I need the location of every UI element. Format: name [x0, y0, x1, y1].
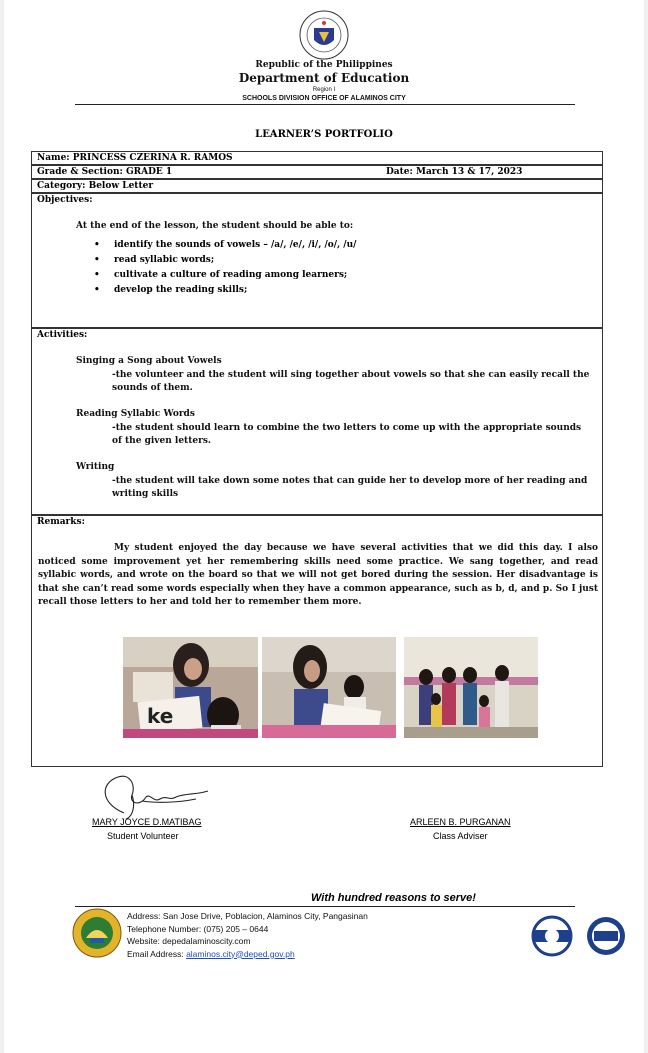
division-logo-icon	[72, 908, 122, 958]
list-item: • identify the sounds of vowels – /a/, /e/, /i/, /o/, /u/	[94, 238, 356, 253]
list-item: • read syllabic words;	[94, 253, 356, 268]
footer-divider	[75, 906, 575, 907]
activity-photo-2	[262, 637, 396, 738]
objectives-list	[94, 238, 356, 298]
footer-contact	[127, 910, 368, 960]
volunteer-role: Student Volunteer	[107, 831, 179, 841]
iqnet-logo-icon	[584, 915, 629, 957]
remarks-text: My student enjoyed the day because we have several activities that we did this day. I also noticed some improvement yet her remembering skills need some practice. We sang together, and read syllabic words, and wrote on the board so that we will not get bored during the session. Her disadvantage is that she can’t read some words especially when they have a common appearance, such as b, d, and p. So I just recall those letters to her and told her to remember them more.	[38, 543, 598, 607]
footer-motto: With hundred reasons to serve!	[311, 892, 476, 904]
signature-icon	[96, 773, 216, 823]
activity-title: Singing a Song about Vowels	[76, 356, 222, 366]
list-item: • cultivate a culture of reading among learners;	[94, 268, 356, 283]
activities-label: Activities:	[37, 330, 88, 340]
deped-seal-icon	[299, 10, 349, 60]
header-divider	[75, 104, 575, 105]
student-name: Name: PRINCESS CZERINA R. RAMOS	[37, 153, 233, 163]
activity-title: Writing	[76, 462, 115, 472]
footer-email-line	[127, 948, 368, 961]
activity-photo-1	[123, 637, 258, 738]
category: Category: Below Letter	[37, 181, 154, 191]
footer-email-link[interactable]: alaminos.city@deped.gov.ph	[186, 948, 295, 959]
footer-website: Website: depedalaminoscity.com	[127, 936, 251, 946]
grade-section: Grade & Section: GRADE 1	[37, 167, 173, 177]
adviser-role: Class Adviser	[433, 831, 488, 841]
adviser-name: ARLEEN B. PURGANAN	[410, 817, 511, 827]
name-row	[31, 151, 603, 165]
activity-title: Reading Syllabic Words	[76, 409, 195, 419]
session-date: Date: March 13 & 17, 2023	[386, 167, 523, 177]
activity-description: -the student should learn to combine the two letters to come up with the appropriate sounds of the given letters.	[112, 423, 582, 446]
header-republic: Republic of the Philippines	[255, 60, 393, 70]
footer-address: Address: San Jose Drive, Poblacion, Alaminos City, Pangasinan	[127, 911, 368, 921]
objectives-section	[31, 193, 603, 328]
flashcard-text: ke	[147, 704, 174, 728]
remarks-label: Remarks:	[37, 517, 85, 527]
objectives-label: Objectives:	[37, 195, 93, 205]
header-region: Region I	[312, 87, 336, 93]
grade-row	[31, 165, 603, 179]
activity-photo-3	[404, 637, 538, 738]
list-item: • develop the reading skills;	[94, 283, 356, 298]
document-title: LEARNER’S PORTFOLIO	[255, 129, 393, 140]
category-row	[31, 179, 603, 193]
header-department: Department of Education	[238, 71, 410, 85]
objectives-intro: At the end of the lesson, the student should be able to:	[76, 221, 354, 231]
activities-section	[31, 328, 603, 515]
volunteer-name: MARY JOYCE D.MATIBAG	[92, 817, 202, 827]
footer-telephone: Telephone Number: (075) 205 – 0644	[127, 923, 269, 934]
document-page	[4, 0, 644, 1053]
footer-email-label: Email Address:	[127, 948, 187, 959]
header-division: SCHOOLS DIVISION OFFICE OF ALAMINOS CITY	[242, 95, 406, 102]
activity-description: -the student will take down some notes that can guide her to develop more of her reading and writing skills	[112, 476, 588, 499]
certification-logo-icon	[527, 915, 577, 957]
activity-description: -the volunteer and the student will sing together about vowels so that she can easily recall the sounds of them.	[112, 370, 590, 393]
